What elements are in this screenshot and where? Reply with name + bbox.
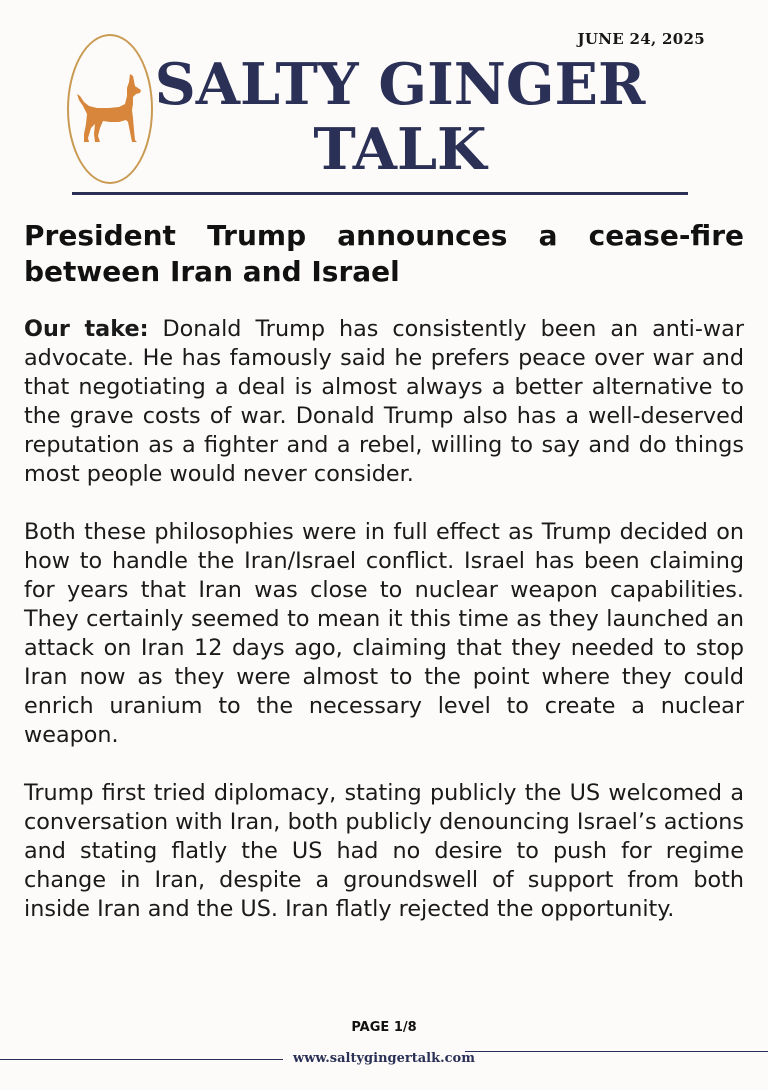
masthead-line-2: TALK: [313, 116, 487, 183]
article-headline: President Trump announces a cease-fire between Iran and Israel: [24, 219, 744, 288]
article-paragraph-3: Trump first tried diplomacy, stating publicly the US welcomed a conversation with Iran, both publicly denouncing Israel’s actions and stating flatly the US had no desire to push for regime change in Iran, despite a groundswell of support from both inside Iran and the US. Iran flatly rejected the opportunity.: [24, 780, 744, 922]
intro-label: Our take:: [24, 316, 149, 342]
masthead-title: [150, 52, 650, 182]
website-link[interactable]: www.saltygingertalk.com: [293, 1051, 475, 1066]
article-paragraph-2: Both these philosophies were in full effect as Trump decided on how to handle the Iran/Israel conflict. Israel has been claiming for years that Iran was close to nuclear weapon capabilities. They certainly seemed to mean it this time as they launched an attack on Iran 12 days ago, claiming that they needed to stop Iran now as they were almost to the point where they could enrich uranium to the necessary level to create a nuclear weapon.: [24, 519, 744, 748]
paragraph-1-text: Donald Trump has consistently been an anti-war advocate. He has famously said he prefers peace over war and that negotiating a deal is almost always a better alternative to the grave costs of war. Donald Trump also has a well-deserved reputation as a fighter and a rebel, willing to say and do things most people would never consider.: [24, 316, 744, 487]
page-number: PAGE 1/8: [351, 1020, 417, 1035]
masthead-line-1: SALTY GINGER: [154, 51, 646, 118]
header-divider: [72, 192, 688, 195]
article-body: [24, 315, 744, 953]
issue-date: JUNE 24, 2025: [577, 30, 705, 48]
article-paragraph-1: [24, 315, 744, 489]
logo-badge: [67, 34, 153, 184]
dog-logo-icon: [75, 70, 147, 150]
